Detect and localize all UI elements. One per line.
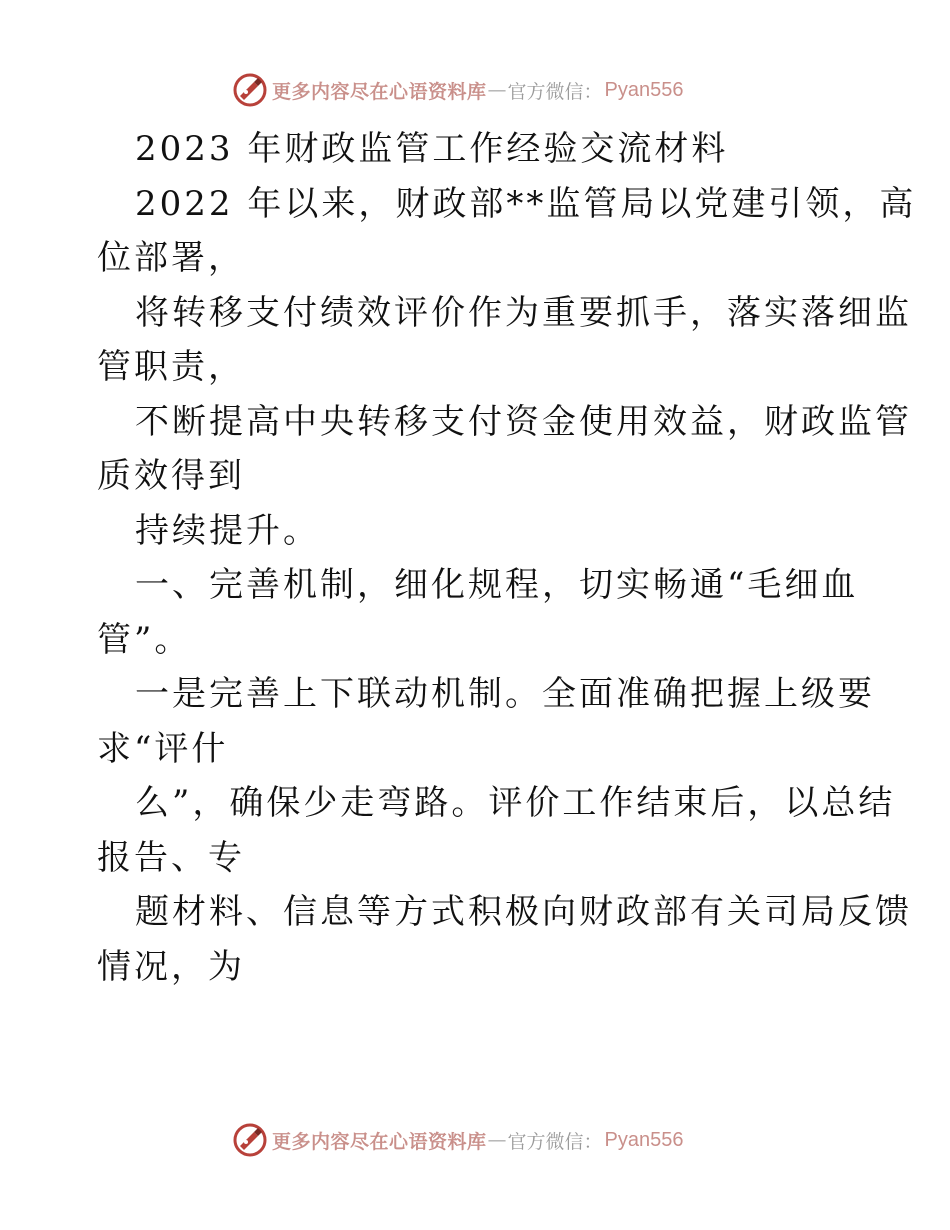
paragraph-line: 不断提高中央转移支付资金使用效益，财政监管 <box>135 401 912 442</box>
paragraph-line: 位部署， <box>97 238 245 278</box>
paragraph-line: 将转移支付绩效评价作为重要抓手，落实落细监 <box>135 292 912 333</box>
paragraph-line: 管职责， <box>97 347 245 387</box>
paragraph-line: 质效得到 <box>97 456 245 496</box>
banner-wechat-label: 官方微信： <box>507 1130 603 1153</box>
banner-wechat-id: Pyan556 <box>604 78 684 101</box>
header-banner <box>232 70 752 110</box>
paragraph-line: 题材料、信息等方式积极向财政部有关司局反馈 <box>135 892 912 932</box>
brand-logo-icon <box>232 1122 268 1158</box>
paragraph-line: 情况，为 <box>97 946 245 987</box>
paragraph-line: 2022 年以来，财政部**监管局以党建引领，高 <box>135 183 917 224</box>
banner-wechat-id: Pyan556 <box>604 1128 684 1151</box>
document-title: 2023 年财政监管工作经验交流材料 <box>135 129 729 169</box>
paragraph-line: 一是完善上下联动机制。全面准确把握上级要 <box>135 674 875 714</box>
brand-logo-icon <box>232 72 268 108</box>
paragraph-line: 么”，确保少走弯路。评价工作结束后，以总结 <box>135 783 896 823</box>
paragraph-line: 求“评什 <box>97 728 229 769</box>
document-body <box>97 122 917 994</box>
paragraph-line: 报告、专 <box>97 837 245 878</box>
banner-dash: — <box>487 1129 507 1151</box>
section-heading: 一、完善机制，细化规程，切实畅通“毛细血 <box>135 565 859 605</box>
banner-dash: — <box>487 79 507 101</box>
paragraph-line: 持续提升。 <box>135 510 320 551</box>
paragraph-line: 管”。 <box>97 619 192 660</box>
footer-banner <box>232 1120 752 1160</box>
banner-wechat-label: 官方微信： <box>507 80 603 103</box>
banner-brand-text: 更多内容尽在心语资料库 <box>272 80 487 103</box>
banner-brand-text: 更多内容尽在心语资料库 <box>272 1130 487 1153</box>
